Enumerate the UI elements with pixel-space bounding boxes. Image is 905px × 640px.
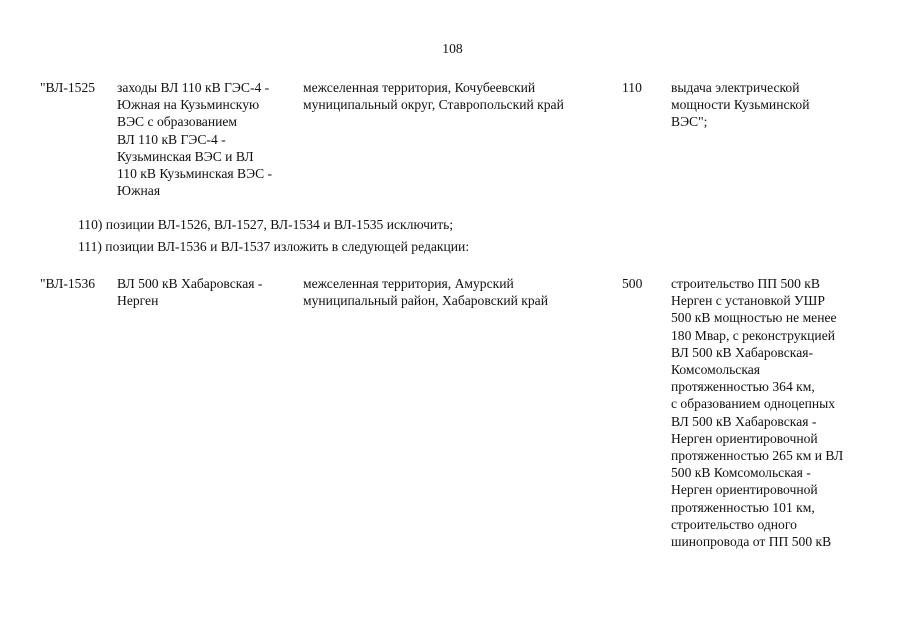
object-code: "ВЛ-1536 [40, 276, 96, 291]
page-number: 108 [442, 41, 463, 56]
object-purpose: выдача электрической мощности Кузьминской ВЭС"; [671, 80, 810, 130]
object-name: заходы ВЛ 110 кВ ГЭС-4 - Южная на Кузьминскую ВЭС с образованием ВЛ 110 кВ ГЭС-4 - Кузьминская ВЭС и ВЛ 110 кВ Кузьминская ВЭС - Южная [117, 80, 273, 199]
object-code: "ВЛ-1525 [40, 80, 96, 95]
object-voltage: 110 [622, 80, 642, 95]
object-name: ВЛ 500 кВ Хабаровская - Нерген [117, 276, 263, 309]
instruction-paragraph: 111) позиции ВЛ-1536 и ВЛ-1537 изложить в следующей редакции: [78, 239, 470, 254]
object-location: межселенная территория, Амурский муниципальный район, Хабаровский край [303, 276, 548, 309]
object-purpose: строительство ПП 500 кВ Нерген с установкой УШР 500 кВ мощностью не менее 180 Мвар, с реконструкцией ВЛ 500 кВ Хабаровская- Комсомольская протяженностью 364 км, с образованием одноцепных ВЛ 500 кВ Хабаровская - Нерген ориентировочной протяженностью 265 км и ВЛ 500 кВ Комсомольская - Нерген ориентировочной протяженностью 101 км, строительство одного шинопровода от ПП 500 кВ [671, 276, 844, 550]
instruction-paragraph: 110) позиции ВЛ-1526, ВЛ-1527, ВЛ-1534 и ВЛ-1535 исключить; [78, 217, 454, 232]
object-location: межселенная территория, Кочубеевский муниципальный округ, Ставропольский край [303, 80, 564, 113]
object-voltage: 500 [622, 276, 643, 291]
